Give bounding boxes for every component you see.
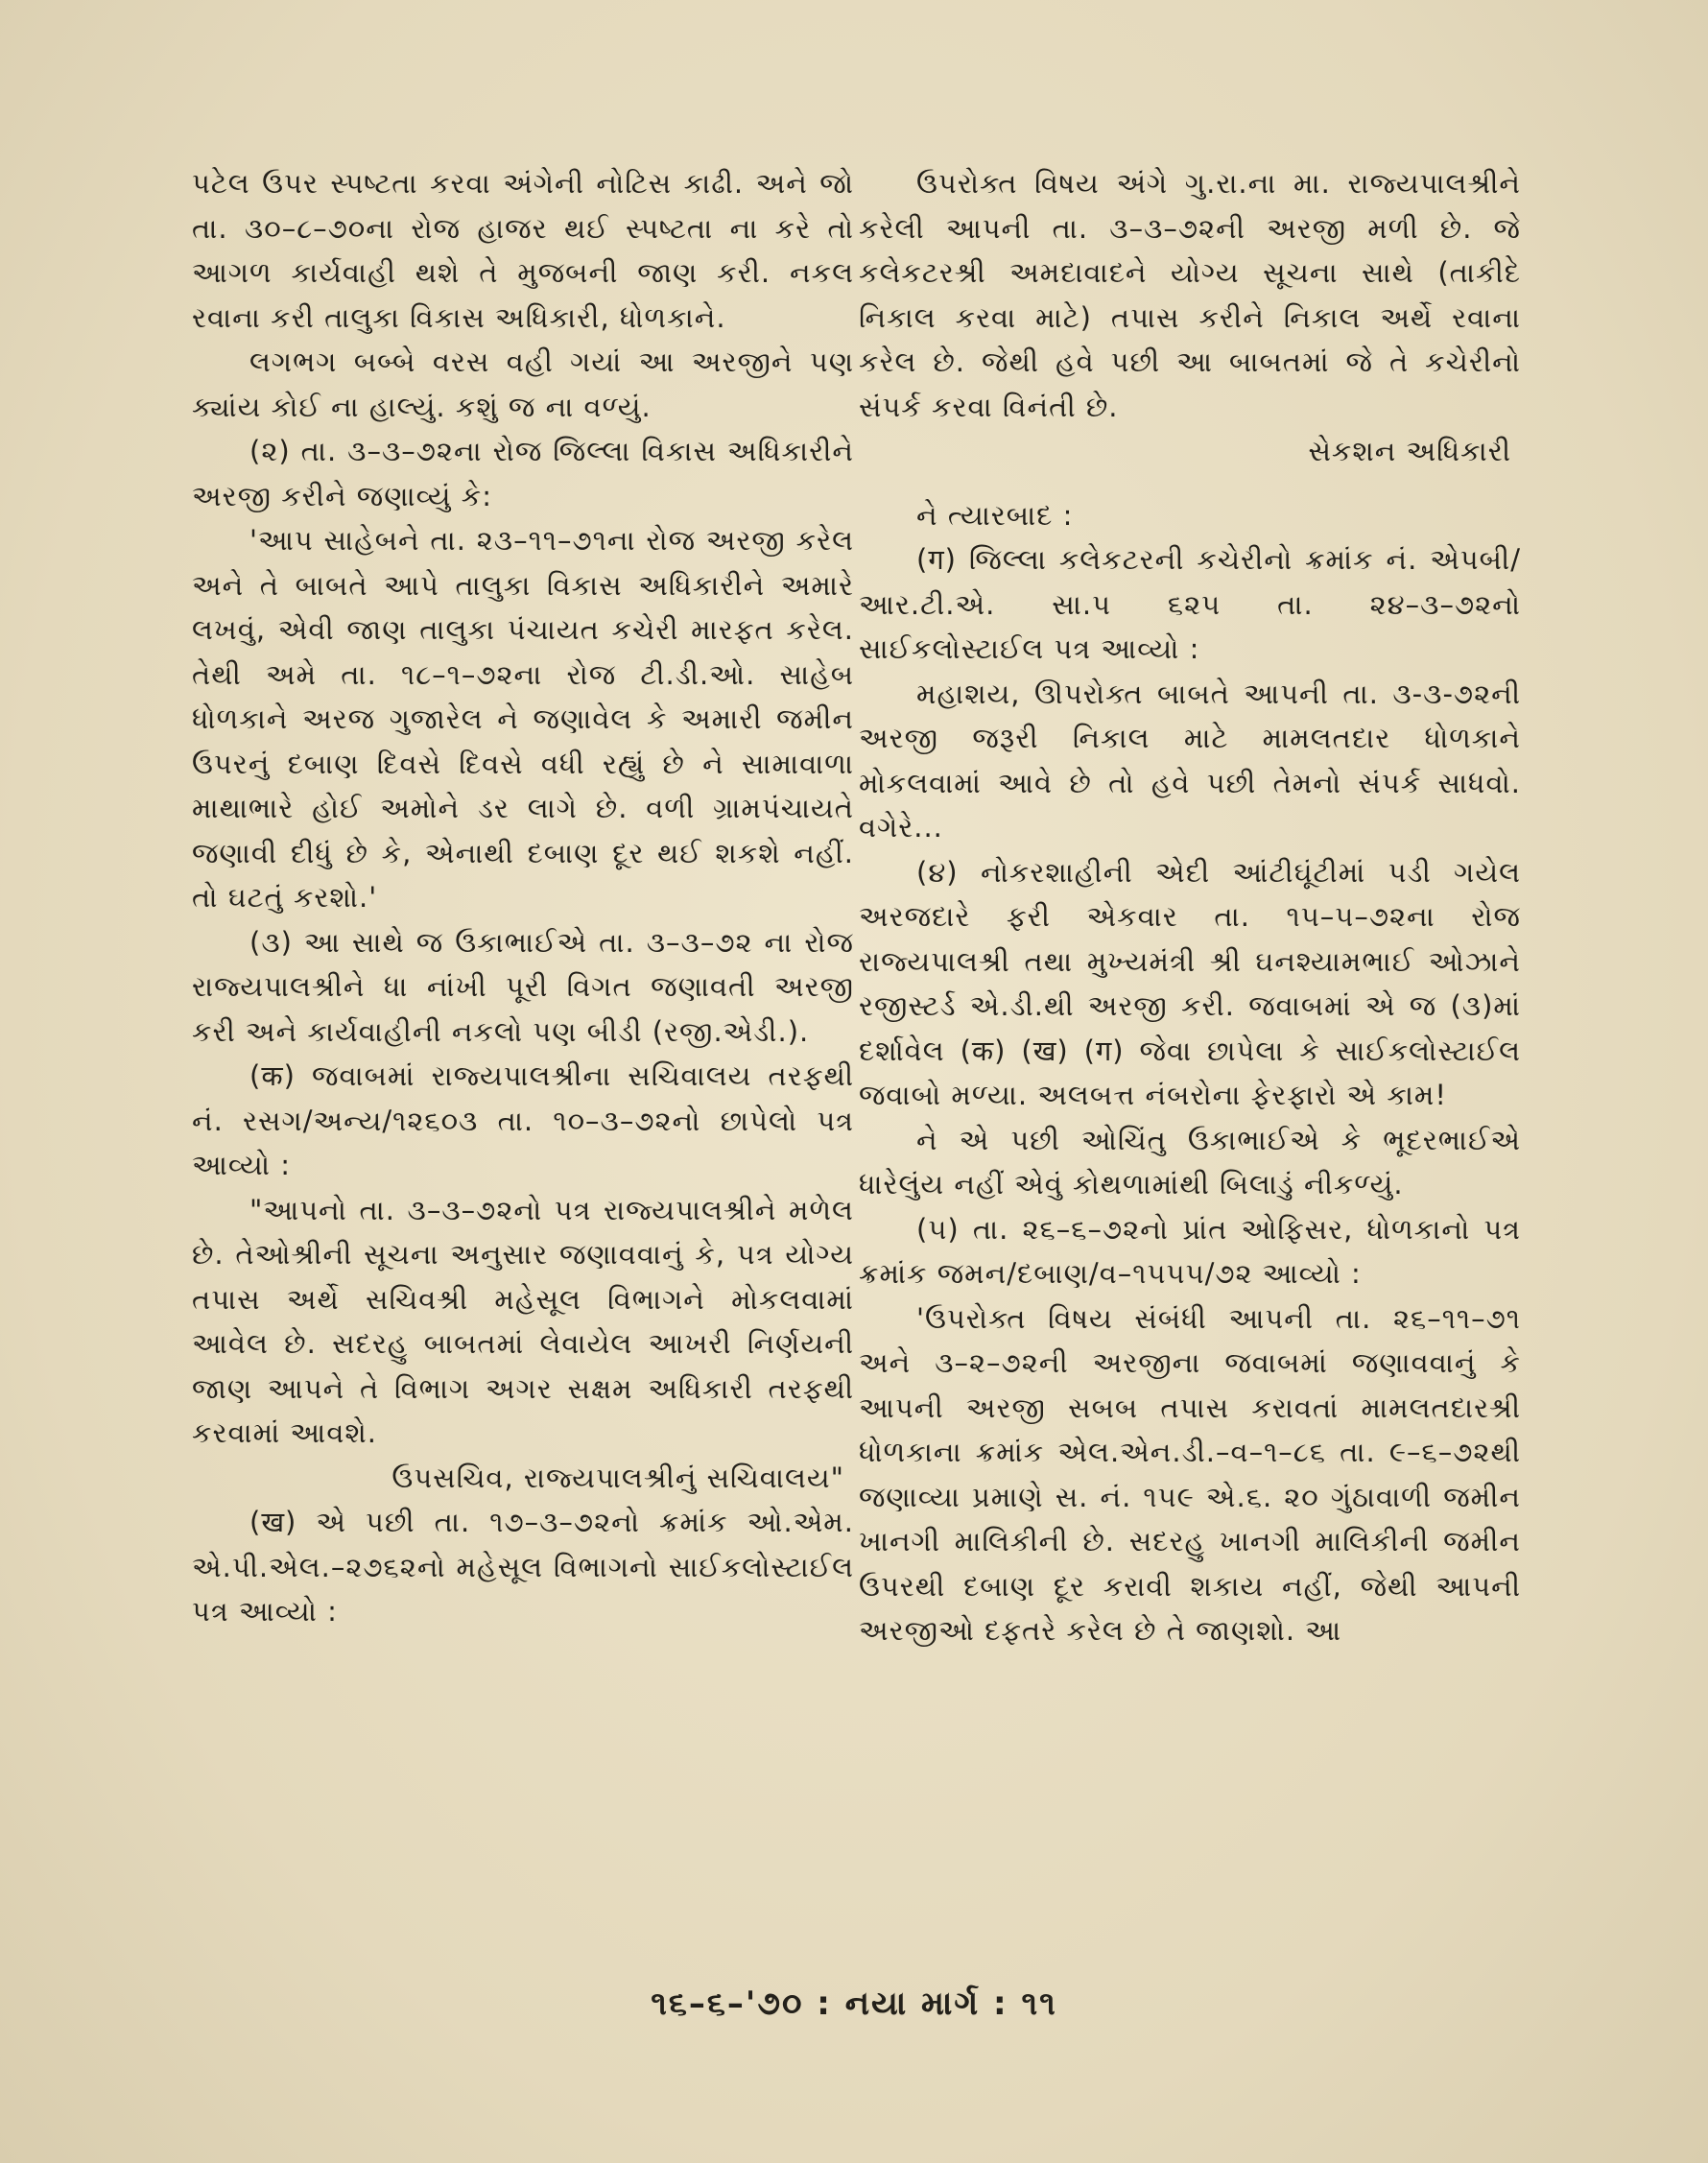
paragraph: ને એ પછી ઓચિંતુ ઉકાભાઈએ કે ભૂદરભાઈએ ધારેલુંય નહીં એવું કોથળામાંથી બિલાડું નીકળ્યું.	[859, 1123, 1521, 1200]
paragraph: (ग) જિલ્લા કલેકટરની કચેરીનો ક્રમાંક નં. એપબી/આર.ટી.એ. સા.પ ૬૨૫ તા. ૨૪–૩–૭૨નો સાઈકલોસ્ટાઈલ પત્ર આવ્યો :	[859, 543, 1521, 665]
paragraph: ઉપરોક્ત વિષય અંગે ગુ.રા.ના મા. રાજ્યપાલશ્રીને કરેલી આપની તા. ૩–૩–૭૨ની અરજી મળી છે. જે કલેકટરશ્રી અમદાવાદને યોગ્ય સૂચના સાથે (તાકીદે નિકાલ કરવા માટે) તપાસ કરીને નિકાલ અર્થે રવાના કરેલ છે. જેથી હવે પછી આ બાબતમાં જે તે કચેરીનો સંપર્ક કરવા વિનંતી છે.	[859, 167, 1521, 423]
paragraph: 'ઉપરોક્ત વિષય સંબંધી આપની તા. ૨૬–૧૧–૭૧ અને ૩–૨–૭૨ની અરજીના જવાબમાં જણાવવાનું કે આપની અરજી સબબ તપાસ કરાવતાં મામલતદારશ્રી ધોળકાના ક્રમાંક એલ.એન.ડી.–વ–૧–૮૬ તા. ૯–૬–૭૨થી જણાવ્યા પ્રમાણે સ. નં. ૧૫૯ એ.૬. ૨૦ ગુંઠાવાળી જમીન ખાનગી માલિકીની છે. સદરહુ ખાનગી માલિકીની જમીન ઉપરથી દબાણ દૂર કરાવી શકાય નહીં, જેથી આપની અરજીઓ દફતરે કરેલ છે તે જાણશો. આ	[859, 1301, 1521, 1647]
paragraph: પટેલ ઉપર સ્પષ્ટતા કરવા અંગેની નોટિસ કાઢી. અને જો તા. ૩૦–૮–૭૦ના રોજ હાજર થઈ સ્પષ્ટતા ના કરે તો આગળ કાર્યવાહી થશે તે મુજબની જાણ કરી. નકલ રવાના કરી તાલુકા વિકાસ અધિકારી, ધોળકાને.	[192, 167, 854, 334]
paragraph: લગભગ બબ્બે વરસ વહી ગયાં આ અરજીને પણ ક્યાંય કોઈ ના હાલ્યું. કશું જ ના વળ્યું.	[192, 345, 854, 423]
paragraph: 'આપ સાહેબને તા. ૨૩–૧૧–૭૧ના રોજ અરજી કરેલ અને તે બાબતે આપે તાલુકા વિકાસ અધિકારીને અમારે લખવું, એવી જાણ તાલુકા પંચાયત કચેરી મારફત કરેલ. તેથી અમે તા. ૧૮–૧–૭૨ના રોજ ટી.ડી.ઓ. સાહેબ ધોળકાને અરજ ગુજારેલ ને જણાવેલ કે અમારી જમીન ઉપરનું દબાણ દિવસે દિવસે વધી રહ્યું છે ને સામાવાળા માથાભારે હોઈ અમોને ડર લાગે છે. વળી ગ્રામપંચાયતે જણાવી દીધું છે કે, એનાથી દબાણ દૂર થઈ શકશે નહીં. તો ઘટતું કરશો.'	[192, 524, 854, 914]
paragraph: (क) જવાબમાં રાજ્યપાલશ્રીના સચિવાલય તરફથી નં. રસગ/અન્ય/૧૨૬૦૩ તા. ૧૦–૩–૭૨નો છાપેલો પત્ર આવ્યો :	[192, 1059, 854, 1181]
left-column	[192, 161, 854, 1634]
paragraph: (૪) નોકરશાહીની એદી આંટીઘૂંટીમાં પડી ગયેલ અરજદારે ફરી એકવાર તા. ૧૫–૫–૭૨ના રોજ રાજ્યપાલશ્રી તથા મુખ્યમંત્રી શ્રી ઘનશ્યામભાઈ ઓઝાને રજીસ્ટર્ડ એ.ડી.થી અરજી કરી. જવાબમાં એ જ (૩)માં દર્શાવેલ (क) (ख) (ग) જેવા છાપેલા કે સાઈકલોસ્ટાઈલ જવાબો મળ્યા. અલબત્ત નંબરોના ફેરફારો એ કામ!	[859, 855, 1521, 1111]
paragraph: "આપનો તા. ૩–૩–૭૨નો પત્ર રાજ્યપાલશ્રીને મળેલ છે. તેઓશ્રીની સૂચના અનુસાર જણાવવાનું કે, પત્ર યોગ્ય તપાસ અર્થે સચિવશ્રી મહેસૂલ વિભાગને મોકલવામાં આવેલ છે. સદરહુ બાબતમાં લેવાયેલ આખરી નિર્ણયની જાણ આપને તે વિભાગ અગર સક્ષમ અધિકારી તરફથી કરવામાં આવશે.	[192, 1193, 854, 1449]
paragraph: (૩) આ સાથે જ ઉકાભાઈએ તા. ૩–૩–૭૨ ના રોજ રાજ્યપાલશ્રીને ધા નાંખી પૂરી વિગત જણાવતી અરજી કરી અને કાર્યવાહીની નકલો પણ બીડી (રજી.એડી.).	[192, 925, 854, 1048]
paragraph: (૨) તા. ૩–૩–૭૨ના રોજ જિલ્લા વિકાસ અધિકારીને અરજી કરીને જણાવ્યું કે:	[192, 435, 854, 512]
right-column	[859, 161, 1521, 1653]
paragraph: (ख) એ પછી તા. ૧૭–૩–૭૨નો ક્રમાંક ઓ.એમ. એ.પી.એલ.–૨૭૬૨નો મહેસૂલ વિભાગનો સાઈકલોસ્ટાઈલ પત્ર આવ્યો :	[192, 1506, 854, 1628]
paragraph: ને ત્યારબાદ :	[916, 498, 1074, 532]
page-footer: ૧૬–૬–'૭૦ : નયા માર્ગ : ૧૧	[651, 1985, 1057, 2023]
paragraph: મહાશય, ઊપરોક્ત બાબતે આપની તા. ૩-૩-૭૨ની અરજી જરૂરી નિકાલ માટે મામલતદાર ધોળકાને મોકલવામાં આવે છે તો હવે પછી તેમનો સંપર્ક સાધવો. વગેરે...	[859, 677, 1521, 844]
paragraph: (૫) તા. ૨૬–૬–૭૨નો પ્રાંત ઓફિસર, ધોળકાનો પત્ર ક્રમાંક જમન/દબાણ/વ–૧૫૫૫/૭૨ આવ્યો :	[859, 1212, 1521, 1290]
signature-line: ઉપસચિવ, રાજ્યપાલશ્રીનું સચિવાલય"	[391, 1461, 844, 1494]
signature-line: સેકશન અધિકારી	[1308, 435, 1511, 467]
